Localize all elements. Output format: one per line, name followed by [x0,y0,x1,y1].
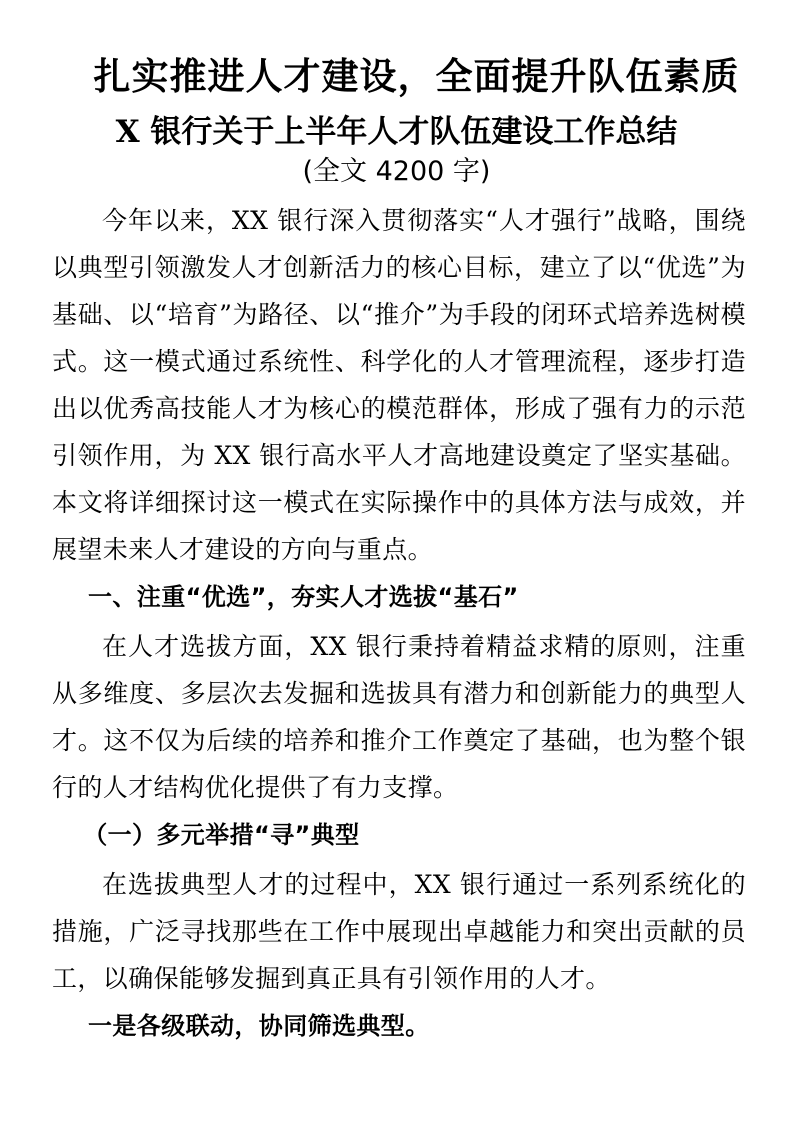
point-heading: 一是各级联动，协同筛选典型。 [88,1012,430,1040]
section-heading: 一、注重“优选”，夯实人才选拔“基石” [88,583,519,611]
document-body [52,197,746,1050]
subsection-paragraph: 在选拔典型人才的过程中，XX 银行通过一系列系统化的措施，广泛寻找那些在工作中展现出卓越能力和突出贡献的员工，以确保能够发掘到真正具有引领作用的人才。 [52,870,746,993]
section-paragraph: 在人才选拔方面，XX 银行秉持着精益求精的原则，注重从多维度、多层次去发掘和选拔具有潜力和创新能力的典型人才。这不仅为后续的培养和推介工作奠定了基础，也为整个银行的人才结构优化提供了有力支撑。 [52,632,746,802]
intro-paragraph: 今年以来，XX 银行深入贯彻落实“人才强行”战略，围绕以典型引领激发人才创新活力的核心目标，建立了以“优选”为基础、以“培育”为路径、以“推介”为手段的闭环式培养选树模式。这一模式通过系统性、科学化的人才管理流程，逐步打造出以优秀高技能人才为核心的模范群体，形成了强有力的示范引领作用，为 XX 银行高水平人才高地建设奠定了坚实基础。本文将详细探讨这一模式在实际操作中的具体方法与成效，并展望未来人才建设的方向与重点。 [52,206,746,564]
subsection-heading: （一）多元举措“寻”典型 [83,821,360,849]
document-title: 扎实推进人才建设，全面提升队伍素质 [93,55,740,98]
word-count: (全文 4200 字) [302,156,491,187]
document-subtitle: X 银行关于上半年人才队伍建设工作总结 [115,114,678,150]
